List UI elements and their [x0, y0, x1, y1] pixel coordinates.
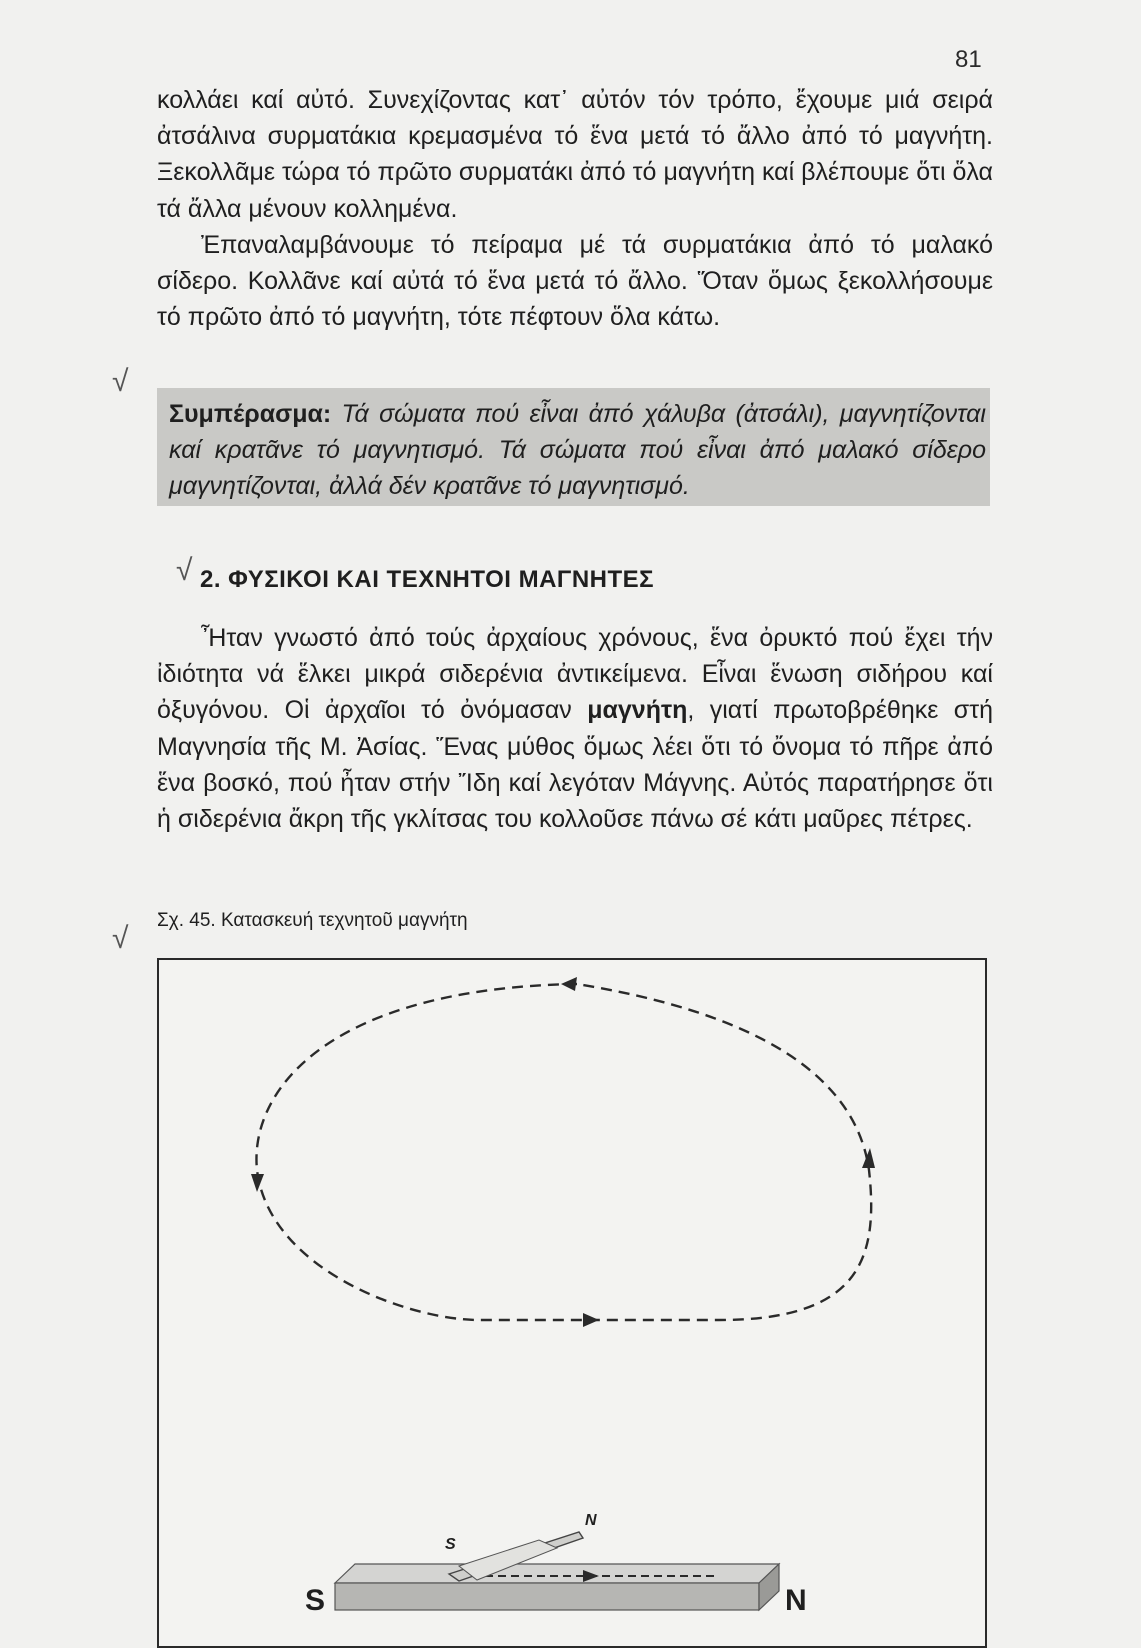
field-line — [256, 984, 871, 1320]
term-magnet: μαγνήτη — [587, 696, 688, 725]
paragraph-line: κολλάει καί αὐτό. Συνεχίζοντας κατ᾿ αὐτόν τόν τρόπο, ἔχουμε μιά σειρά ἀτσάλινα συρματάκια κρεμασμένα τό ἕνα μετά τό ἄλλο ἀπό τό μαγνήτη. Ξεκολλᾶμε τώρα τό πρῶτο συρματάκι ἀπό τό μαγνήτη καί βλέπουμε ὅτι ὅλα τά ἄλλα μένουν κολλημένα. — [157, 86, 993, 223]
conclusion-box — [157, 388, 990, 506]
section-heading: 2. ΦΥΣΙΚΟΙ ΚΑΙ ΤΕΧΝΗΤΟΙ ΜΑΓΝΗΤΕΣ — [200, 566, 655, 593]
paragraph-line — [157, 620, 993, 837]
margin-check-mark: √ — [112, 365, 129, 398]
bar-north-label: N — [785, 1584, 807, 1617]
heading-check-mark: √ — [176, 554, 193, 587]
needle-south-label: S — [445, 1536, 456, 1553]
figure-frame — [157, 958, 987, 1648]
field-arrow-top — [561, 977, 577, 991]
conclusion-label: Συμπέρασμα: — [169, 400, 332, 428]
paragraph-magnets — [157, 620, 993, 837]
bar-magnet-top — [335, 1564, 779, 1583]
conclusion-text: Τά σώματα πού εἶναι ἀπό χάλυβα (ἀτσάλι), μαγνητίζονται καί κρατᾶνε τό μαγνητισμό. Τά σώματα πού εἶναι ἀπό μαλακό σίδερο μαγνητίζονται, ἀλλά δέν κρατᾶνε τό μαγνητισμό. — [169, 400, 986, 500]
paragraph-line: Ἐπαναλαμβάνουμε τό πείραμα μέ τά συρματάκια ἀπό τό μαλακό σίδερο. Κολλᾶνε καί αὐτά τό ἕνα μετά τό ἄλλο. Ὅταν ὅμως ξεκολλήσουμε τό πρῶτο ἀπό τό μαγνήτη, τότε πέφτουν ὅλα κάτω. — [157, 230, 993, 332]
needle-north-label: N — [585, 1512, 597, 1529]
page-number: 81 — [955, 46, 982, 73]
bar-south-label: S — [305, 1584, 326, 1617]
caption-check-mark: √ — [112, 922, 129, 955]
paragraph-text: Ἦταν γνωστό ἀπό τούς ἀρχαίους χρόνους, ἕνα ὀρυκτό πού ἔχει τήν ἰδιότητα νά ἕλκει μικρά σιδερένια ἀντικείμενα. Εἶναι ἕνωση σιδήρου καί ὀξυγόνου. Οἱ ἀρχαῖοι τό ὀνόμασαν — [157, 624, 993, 725]
field-arrow-left — [251, 1174, 264, 1192]
paragraph-experiment — [157, 82, 993, 335]
field-arrow-bottom — [583, 1313, 599, 1327]
magnet-diagram — [159, 960, 985, 1648]
figure-caption: Σχ. 45. Κατασκευή τεχνητοῦ μαγνήτη — [157, 910, 468, 931]
paragraph-text: , γιατί πρωτοβρέθηκε στή Μαγνησία τῆς Μ. Ἀσίας. Ἕνας μύθος ὅμως λέει ὅτι τό ὄνομα τό πῆρε ἀπό ἕνα βοσκό, πού ἦταν στήν Ἴδη καί λεγόταν Μάγνης. Αὐτός παρατήρησε ὅτι ἡ σιδερένια ἄκρη τῆς γκλίτσας του κολλοῦσε πάνω σέ κάτι μαῦρες πέτρες. — [157, 696, 993, 834]
bar-magnet-front — [335, 1583, 759, 1610]
